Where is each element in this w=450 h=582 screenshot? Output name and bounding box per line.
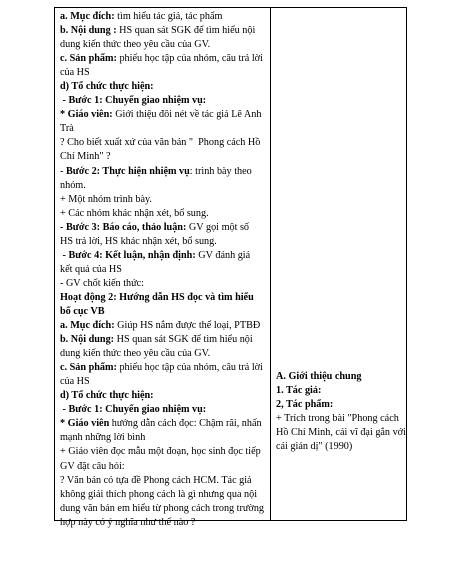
product-line-cont: của HS xyxy=(60,67,90,79)
purpose-line: a. Mục đích: tìm hiểu tác giả, tác phẩm xyxy=(60,11,223,22)
excerpt-line-cont: cái giản dị" (1990) xyxy=(276,441,353,453)
activity2-heading: Hoạt động 2: Hướng dẫn HS đọc và tìm hiểu xyxy=(60,291,254,303)
knowledge-column xyxy=(276,370,404,454)
purpose-line: a. Mục đích: Giúp HS nắm được thể loại, PTBĐ xyxy=(60,320,261,332)
step4-line-cont: kết quả của HS xyxy=(60,263,122,275)
teacher-line-cont: Trà xyxy=(60,123,74,135)
step3-line-cont: HS trả lời, HS khác nhận xét, bổ sung. xyxy=(60,235,217,247)
product-line: c. Sản phẩm: phiếu học tập của nhóm, câu trả lời xyxy=(60,53,263,65)
conclusion-line: - GV chốt kiến thức: xyxy=(60,277,144,289)
activity2-heading-cont: bố cục VB xyxy=(60,305,105,317)
content-line-cont: dung kiến thức theo yêu cầu của GV. xyxy=(60,39,211,51)
column-divider xyxy=(270,8,271,520)
content-line: b. Nội dung : HS quan sát SGK để tìm hiểu nội xyxy=(60,25,256,37)
step3-line: - Bước 3: Báo cáo, thảo luận: GV gọi một số xyxy=(60,221,250,233)
reading-line: + Giáo viên đọc mẫu một đoạn, học sinh đọc tiếp xyxy=(60,446,261,458)
reading-line-cont: GV đặt câu hỏi: xyxy=(60,460,125,472)
question-line: ? Văn bản có tựa đề Phong cách HCM. Tác giả xyxy=(60,474,252,486)
author-heading: 1. Tác giả: xyxy=(276,385,322,397)
question-line-cont: không giải thích phong cách là gì nhưng qua nội xyxy=(60,488,258,500)
teacher-line-cont: mạnh những lời bình xyxy=(60,432,146,444)
step1-heading: - Bước 1: Chuyển giao nhiệm vụ: xyxy=(60,95,207,107)
bullet-item: + Các nhóm khác nhận xét, bổ sung. xyxy=(60,207,209,219)
question-line-cont: dung văn bản em hiểu từ phong cách trong trường xyxy=(60,502,265,514)
work-heading: 2, Tác phẩm: xyxy=(276,399,334,411)
excerpt-line: + Trích trong bài "Phong cách xyxy=(276,413,399,425)
content-line: b. Nội dung: HS quan sát SGK để tìm hiểu nội xyxy=(60,334,253,346)
step2-line: - Bước 2: Thực hiện nhiệm vụ: trình bày theo xyxy=(60,165,252,177)
teacher-line: * Giáo viên hướng dẫn cách đọc: Chậm rãi, nhấn xyxy=(60,418,262,430)
question-line-cont: hợp này có ý nghĩa như thế nào ? xyxy=(60,516,196,528)
lesson-table xyxy=(54,7,407,528)
organize-heading: d) Tổ chức thực hiện: xyxy=(60,81,154,93)
product-line: c. Sản phẩm: phiếu học tập của nhóm, câu trả lời xyxy=(60,362,263,374)
product-line-cont: của HS xyxy=(60,376,90,388)
organize-heading: d) Tổ chức thực hiện: xyxy=(60,390,154,402)
bullet-item: + Một nhóm trình bày. xyxy=(60,193,152,205)
section-heading: A. Giới thiệu chung xyxy=(276,371,362,382)
content-line-cont: dung kiến thức theo yêu cầu của GV. xyxy=(60,348,211,360)
question-line-cont: Chí Minh" ? xyxy=(60,151,111,163)
question-line: ? Cho biết xuất xứ của văn bản " Phong cách Hồ xyxy=(60,137,261,149)
step2-line-cont: nhóm. xyxy=(60,179,86,191)
excerpt-line-cont: Hồ Chí Minh, cái vĩ đại gắn với xyxy=(276,427,406,439)
step4-line: - Bước 4: Kết luận, nhận định: GV đánh giá xyxy=(60,249,251,261)
activities-column xyxy=(60,10,267,530)
teacher-line: * Giáo viên: Giới thiệu đôi nét về tác giả Lê Anh xyxy=(60,109,262,121)
step1-heading: - Bước 1: Chuyển giao nhiệm vụ: xyxy=(60,404,207,416)
